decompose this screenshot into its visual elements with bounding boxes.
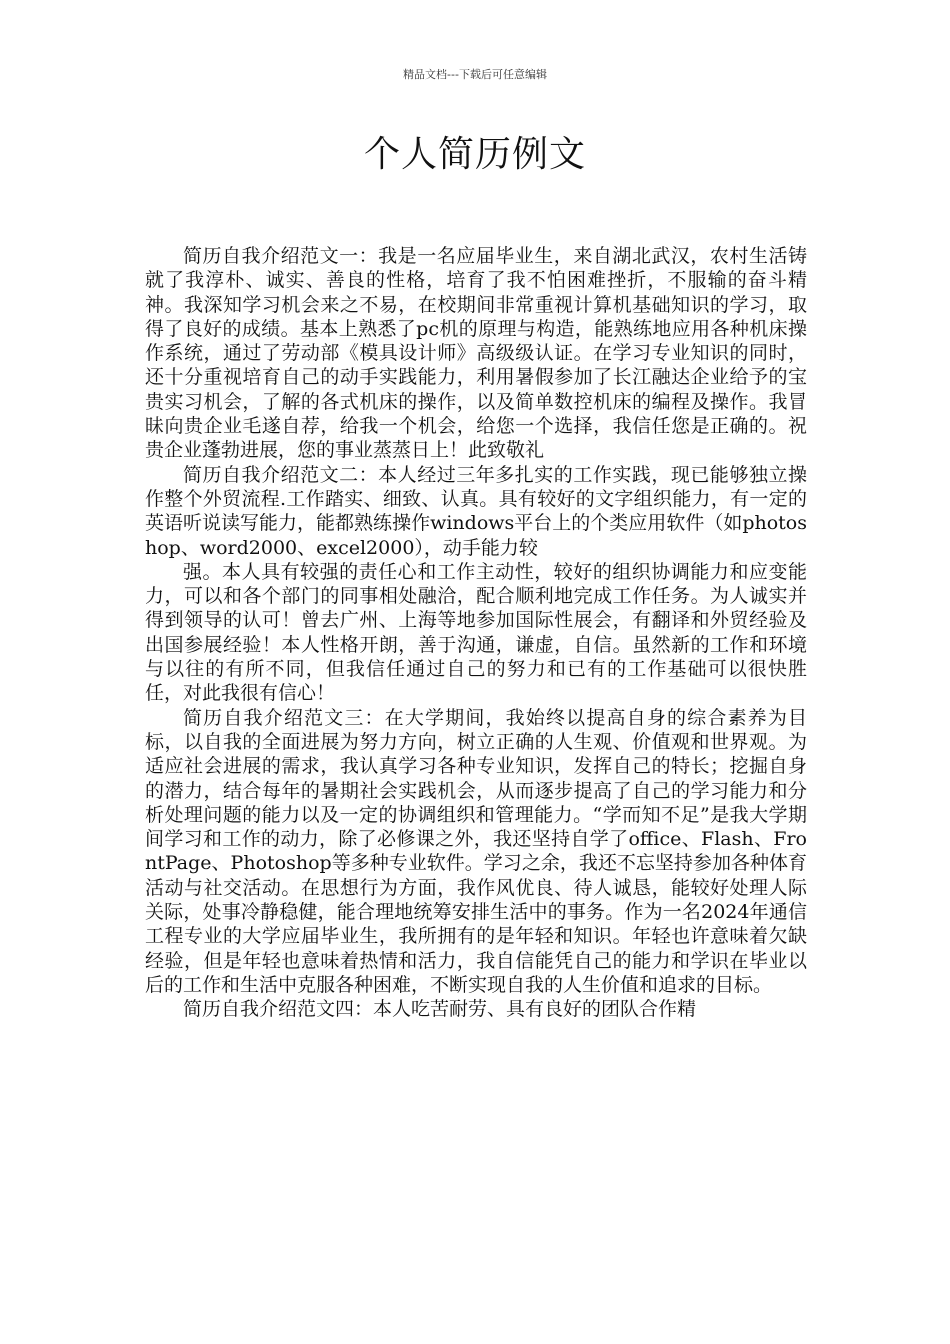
paragraph-sample-2: 简历自我介绍范文二：本人经过三年多扎实的工作实践，现已能够独立操作整个外贸流程.工作踏实、细致、认真。具有较好的文字组织能力，有一定的英语听说读写能力，能都熟练操作windows平台上的个类应用软件（如photoshop、word2000、excel2000），动手能力较 (145, 463, 807, 559)
paragraph-sample-1: 简历自我介绍范文一：我是一名应届毕业生，来自湖北武汉，农村生活铸就了我淳朴、诚实、善良的性格，培育了我不怕困难挫折，不服输的奋斗精神。我深知学习机会来之不易，在校期间非常重视计算机基础知识的学习，取得了良好的成绩。基本上熟悉了pc机的原理与构造，能熟练地应用各种机床操作系统，通过了劳动部《模具设计师》高级级认证。在学习专业知识的同时，还十分重视培育自己的动手实践能力，利用暑假参加了长江融达企业给予的宝贵实习机会，了解的各式机床的操作，以及简单数控机床的编程及操作。我冒昧向贵企业毛遂自荐，给我一个机会，给您一个选择，我信任您是正确的。祝贵企业蓬勃进展，您的事业蒸蒸日上！此致敬礼 (145, 245, 807, 462)
paragraph-sample-3: 简历自我介绍范文三：在大学期间，我始终以提高自身的综合素养为目标，以自我的全面进展为努力方向，树立正确的人生观、价值观和世界观。为适应社会进展的需求，我认真学习各种专业知识，发挥自己的特长；挖掘自身的潜力，结合每年的暑期社会实践机会，从而逐步提高了自己的学习能力和分析处理问题的能力以及一定的协调组织和管理能力。“学而知不足”是我大学期间学习和工作的动力，除了必修课之外，我还坚持自学了office、Flash、FrontPage、Photoshop等多种专业软件。学习之余，我还不忘坚持参加各种体育活动与社交活动。在思想行为方面，我作风优良、待人诚恳，能较好处理人际关际，处事冷静稳健，能合理地统筹安排生活中的事务。作为一名2024年通信工程专业的大学应届毕业生，我所拥有的是年轻和知识。年轻也许意味着欠缺经验，但是年轻也意味着热情和活力，我自信能凭自己的能力和学识在毕业以后的工作和生活中克服各种困难，不断实现自我的人生价值和追求的目标。 (145, 706, 807, 996)
paragraph-sample-4: 简历自我介绍范文四：本人吃苦耐劳、具有良好的团队合作精 (183, 998, 697, 1021)
header-note: 精品文档---下载后可任意编辑 (403, 68, 547, 81)
paragraph-sample-2-continued: 强。本人具有较强的责任心和工作主动性，较好的组织协调能力和应变能力，可以和各个部门的同事相处融洽，配合顺利地完成工作任务。为人诚实并得到领导的认可！曾去广州、上海等地参加国际性展会，有翻译和外贸经验及出国参展经验！本人性格开朗，善于沟通，谦虚，自信。虽然新的工作和环境与以往的有所不同，但我信任通过自己的努力和已有的工作基础可以很快胜任，对此我很有信心！ (145, 560, 807, 705)
document-title: 个人简历例文 (363, 134, 586, 175)
document-body (145, 244, 807, 1022)
